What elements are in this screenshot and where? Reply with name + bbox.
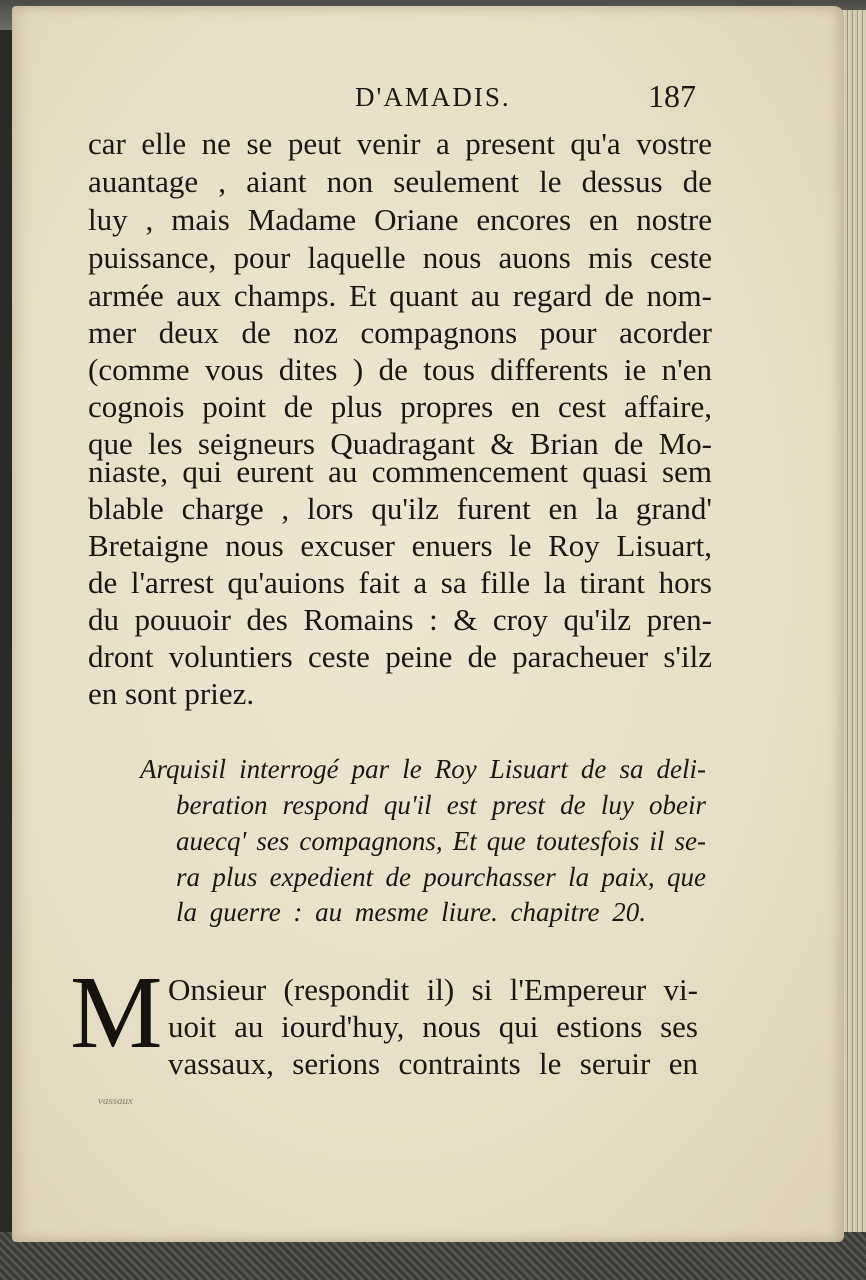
- text-line: que les seigneurs Quadragant & Brian de Mo-: [88, 426, 712, 461]
- page-header: [330, 78, 710, 118]
- text-line: puissance, pour laquelle nous auons mis ceste: [88, 240, 712, 275]
- text-line: luy , mais Madame Oriane encores en nostre: [88, 202, 712, 237]
- drop-cap: M: [70, 955, 163, 1070]
- heading-line: beration respond qu'il est prest de luy obeir: [176, 790, 706, 820]
- running-title: D'AMADIS.: [355, 82, 511, 112]
- text-line: (comme vous dites ) de tous differents ie n'en: [88, 352, 712, 387]
- text-line: armée aux champs. Et quant au regard de nom-: [88, 278, 712, 313]
- text-line: cognois point de plus propres en cest affaire,: [88, 389, 712, 424]
- text-line: uoit au iourd'huy, nous qui estions ses: [168, 1009, 698, 1044]
- page-number: 187: [648, 78, 696, 114]
- text-line: en sont priez.: [88, 676, 255, 711]
- text-line: Bretaigne nous excuser enuers le Roy Lisuart,: [88, 528, 712, 563]
- text-line: de l'arrest qu'auions fait a sa fille la tirant hors: [88, 565, 712, 600]
- text-line: mer deux de noz compagnons pour acorder: [88, 315, 712, 350]
- text-line: du pouuoir des Romains : & croy qu'ilz pren-: [88, 602, 712, 637]
- heading-line: Arquisil interrogé par le Roy Lisuart de sa deli-: [140, 754, 706, 784]
- text-line: niaste, qui eurent au commencement quasi sem: [88, 454, 712, 489]
- text-line: vassaux, serions contraints le seruir en: [168, 1046, 698, 1081]
- heading-line: la guerre : au mesme liure. chapitre 20.: [176, 897, 646, 927]
- text-line: Onsieur (respondit il) si l'Empereur vi-: [168, 972, 698, 1007]
- text-line: car elle ne se peut venir a present qu'a vostre: [88, 126, 712, 161]
- text-line: dront voluntiers ceste peine de paracheuer s'ilz: [88, 639, 712, 674]
- heading-line: ra plus expedient de pourchasser la paix, que: [176, 862, 706, 892]
- text-line: auantage , aiant non seulement le dessus de: [88, 164, 712, 199]
- text-line: blable charge , lors qu'ilz furent en la grand': [88, 491, 712, 526]
- catchword: vassaux: [98, 1095, 133, 1107]
- heading-line: auecq' ses compagnons, Et que toutesfois il se-: [176, 826, 706, 856]
